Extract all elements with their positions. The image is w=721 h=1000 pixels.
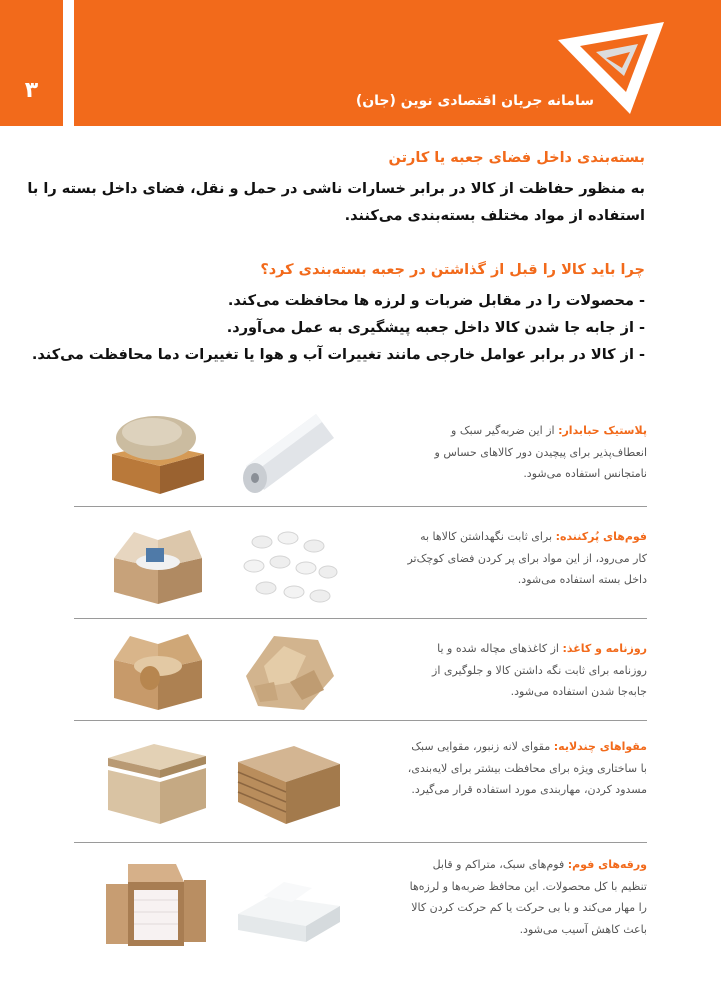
row-divider [74,842,647,843]
header-title: سامانه جریان اقتصادی نوین (جان) [355,93,594,109]
row-divider [74,506,647,507]
material-title: فوم‌های پُرکننده: [555,530,647,543]
box-with-peanuts-image [104,518,209,608]
page-number: ۳ [24,78,39,103]
material-text: از کاغذهای مچاله شده و یا روزنامه برای ثابت نگه داشتن کالا و جلوگیری از جابه‌جا شدن استفاده می‌شود. [432,642,647,698]
material-row-foam-sheets [74,846,647,956]
list-item: - از کالا در برابر عوامل خارجی مانند تغییرات آب و هوا یا تغییرات دما محافظت می‌کند. [31,347,645,363]
section2-title: چرا باید کالا را قبل از گذاشتن در جعبه بسته‌بندی کرد؟ [260,262,645,278]
foam-peanuts-image [234,520,344,610]
list-item: - از جابه جا شدن کالا داخل جعبه پیشگیری به عمل می‌آورد. [226,320,645,336]
box-with-paper-image [104,626,209,716]
material-description [407,736,647,801]
material-text: از این ضربه‌گیر سبک و انعطاف‌پذیر برای پیچیدن دور کالاهای حساس و نامتجانس استفاده می‌شود. [434,424,647,480]
material-text: مقوای لانه زنبور، مقوایی سبک با ساختاری ویژه برای محافظت بیشتر برای لایه‌بندی، مسدود کردن، مهاربندی مورد استفاده قرار می‌گیرد. [407,740,647,796]
material-title: پلاستیک حبابدار: [558,424,647,437]
section1-title: بسته‌بندی داخل فضای جعبه یا کارتن [388,150,645,166]
material-description [407,638,647,703]
section1-body: به منظور حفاظت از کالا در برابر خسارات ناشی در حمل و نقل، فضای داخل بسته را با استفاده از مواد مختلف بسته‌بندی می‌کنند. [27,181,645,224]
header-left-bar [0,0,63,126]
material-title: ورقه‌های فوم: [567,858,647,871]
row-divider [74,618,647,619]
bubble-wrap-roll-image [234,408,344,498]
material-row-bubble-wrap [74,400,647,505]
section2-list [25,288,645,369]
crumpled-paper-image [234,626,344,716]
honeycomb-box-image [104,738,209,828]
material-text: برای ثابت نگهداشتن کالاها به کار می‌رود، از این مواد برای پر کردن فضای کوچک‌تر داخل بسته استفاده می‌شود. [407,530,647,586]
wrapped-box-image [104,406,209,496]
material-title: روزنامه و کاغذ: [562,642,647,655]
material-row-paper [74,622,647,717]
material-description [407,526,647,591]
box-with-foam-image [104,860,209,955]
list-item: - محصولات را در مقابل ضربات و لرزه ها محافظت می‌کند. [227,293,645,309]
row-divider [74,720,647,721]
material-row-foam-peanuts [74,510,647,615]
honeycomb-board-image [234,738,344,828]
material-row-honeycomb [74,724,647,839]
foam-sheets-image [234,872,344,962]
material-text: فوم‌های سبک، متراکم و قابل تنظیم با کل محصولات. این محافظ ضربه‌ها و لرزه‌ها را مهار می‌کند و با بی حرکت یا کم حرکت کردن کالا باعث کاهش آسیب می‌شود. [409,858,647,936]
material-title: مقواهای چندلایه: [553,740,647,753]
material-description [407,420,647,485]
material-description [407,854,647,940]
